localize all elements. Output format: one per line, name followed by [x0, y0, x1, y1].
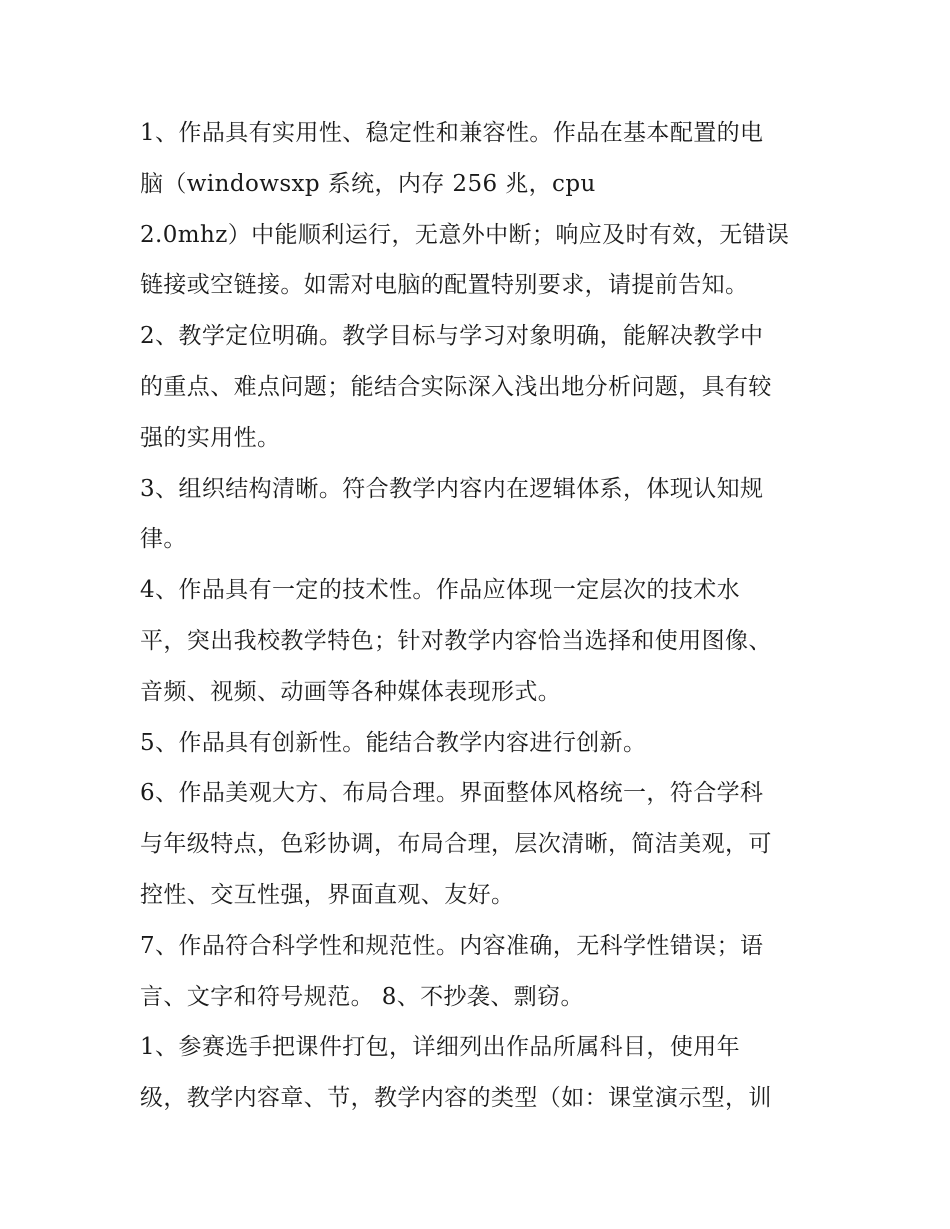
text-line: 音频、视频、动画等各种媒体表现形式。: [140, 678, 562, 705]
text-line: 5、作品具有创新性。能结合教学内容进行创新。: [140, 729, 647, 756]
text-line: 4、作品具有一定的技术性。作品应体现一定层次的技术水: [140, 577, 741, 604]
text-line: 控性、交互性强，界面直观、友好。: [140, 881, 515, 908]
text-line: 的重点、难点问题；能结合实际深入浅出地分析问题，具有较: [140, 373, 772, 400]
text-line: 强的实用性。: [140, 424, 281, 451]
text-line: 与年级特点，色彩协调，布局合理，层次清晰，简洁美观，可: [140, 831, 772, 858]
text-line: 律。: [140, 526, 187, 553]
text-line: 1、参赛选手把课件打包，详细列出作品所属科目，使用年: [140, 1034, 741, 1061]
text-line: 7、作品符合科学性和规范性。内容准确，无科学性错误；语: [140, 932, 764, 959]
text-line: 链接或空链接。如需对电脑的配置特别要求，请提前告知。: [140, 272, 749, 299]
document-body: [140, 108, 820, 1124]
text-line: 1、作品具有实用性、稳定性和兼容性。作品在基本配置的电: [140, 120, 764, 146]
text-line: 6、作品美观大方、布局合理。界面整体风格统一，符合学科: [140, 780, 764, 807]
text-line: 2、教学定位明确。教学目标与学习对象明确，能解决教学中: [140, 323, 764, 350]
text-line: 平，突出我校教学特色；针对教学内容恰当选择和使用图像、: [140, 627, 772, 654]
text-line: 3、组织结构清晰。符合教学内容内在逻辑体系，体现认知规: [140, 475, 764, 502]
text-line: 脑（windowsxp 系统，内存 256 兆，cpu: [140, 170, 596, 197]
text-line: 2.0mhz）中能顺利运行，无意外中断；响应及时有效，无错误: [140, 221, 790, 248]
text-line: 言、文字和符号规范。 8、不抄袭、剽窃。: [140, 983, 584, 1010]
text-line: 级，教学内容章、节，教学内容的类型（如：课堂演示型，训: [140, 1085, 772, 1112]
